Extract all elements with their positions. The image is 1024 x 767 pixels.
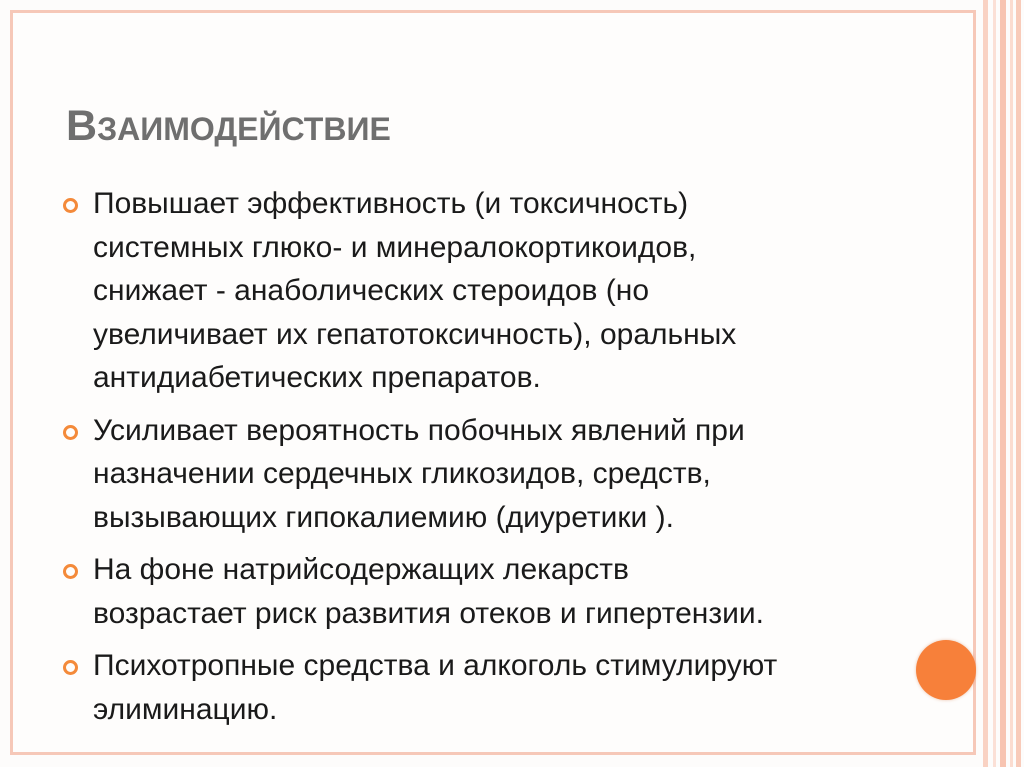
- ring-bullet-icon: [63, 425, 78, 440]
- list-item-line: системных глюко- и минералокортикоидов,: [93, 230, 697, 264]
- list-item: [60, 548, 880, 635]
- orange-circle-decoration: [916, 640, 976, 700]
- list-item-line: увеличивает их гепатотоксичность), оральных: [93, 317, 737, 351]
- list-item-line: элиминацию.: [93, 692, 278, 726]
- ring-bullet-icon: [63, 660, 78, 675]
- decorative-stripe: [1010, 0, 1013, 767]
- list-item-line: Повышает эффективность (и токсичность): [93, 187, 689, 220]
- slide-title-rest: ЗАИМОДЕЙСТВИЕ: [97, 111, 391, 147]
- decorative-stripe: [993, 0, 996, 767]
- list-item-line: возрастает риск развития отеков и гипертензии.: [93, 596, 764, 630]
- list-item-line: Усиливает вероятность побочных явлений при: [93, 413, 745, 447]
- list-item-line: На фоне натрийсодержащих лекарств: [93, 553, 629, 586]
- slide-title: [66, 100, 391, 155]
- decorative-stripe: [1000, 0, 1006, 767]
- list-item-line: антидиабетических препаратов.: [93, 361, 541, 394]
- slide-title-initial: В: [66, 102, 98, 150]
- list-item: [60, 644, 880, 731]
- ring-bullet-icon: [63, 198, 78, 213]
- decorative-stripe: [1016, 0, 1021, 767]
- bullet-list: [60, 182, 880, 740]
- list-item: [60, 182, 880, 400]
- ring-bullet-icon: [63, 564, 78, 579]
- list-item-line: Психотропные средства и алкоголь стимулируют: [93, 649, 778, 682]
- list-item-line: назначении сердечных гликозидов, средств,: [93, 457, 711, 490]
- list-item-line: снижает - анаболических стероидов (но: [93, 274, 650, 307]
- list-item: [60, 409, 880, 540]
- decorative-stripe: [983, 0, 988, 767]
- list-item-line: вызывающих гипокалиемию (диуретики ).: [93, 500, 674, 534]
